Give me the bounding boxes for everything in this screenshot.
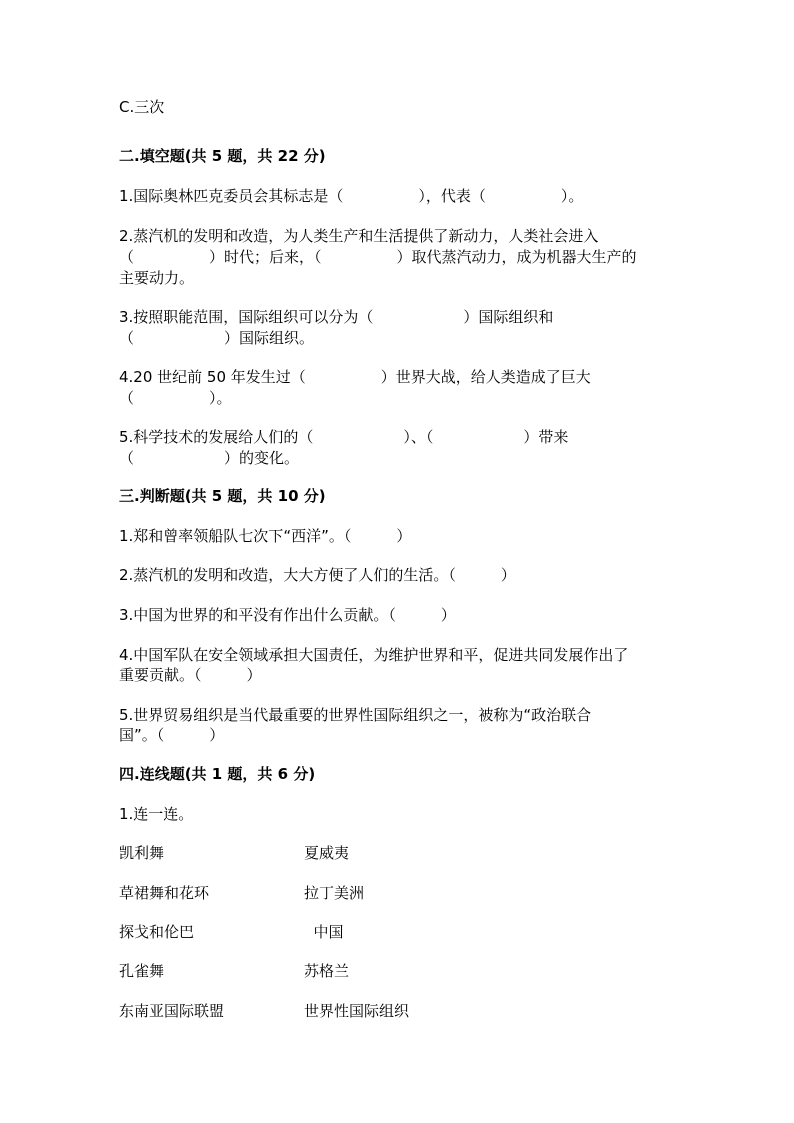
s2-question-2-line-3: 主要动力。 bbox=[119, 269, 195, 287]
match-right-item: 苏格兰 bbox=[304, 962, 350, 980]
match-pair bbox=[119, 922, 679, 942]
s3-question-5-line-2: 国”。（ ） bbox=[119, 726, 225, 744]
match-right-item: 中国 bbox=[304, 923, 344, 941]
match-right-item: 世界性国际组织 bbox=[304, 1002, 410, 1020]
section-4-title: 四.连线题(共 1 题，共 6 分) bbox=[119, 765, 316, 783]
s2-question-3-line-1: 3.按照职能范围，国际组织可以分为（ ）国际组织和 bbox=[119, 308, 554, 326]
match-right-item: 夏威夷 bbox=[304, 844, 350, 862]
s3-question-4-line-2: 重要贡献。（ ） bbox=[119, 666, 262, 684]
section-2-title: 二.填空题(共 5 题，共 22 分) bbox=[119, 147, 326, 165]
match-pair bbox=[119, 843, 679, 863]
s3-question-4-line-1: 4.中国军队在安全领域承担大国责任，为维护世界和平，促进共同发展作出了 bbox=[119, 646, 629, 664]
option-c: C.三次 bbox=[119, 98, 165, 116]
match-left-item: 草裙舞和花环 bbox=[119, 884, 210, 902]
s4-question-1: 1.连一连。 bbox=[119, 805, 194, 823]
s3-question-1: 1.郑和曾率领船队七次下“西洋”。（ ） bbox=[119, 527, 412, 545]
s2-question-4-line-2: （ ）。 bbox=[119, 389, 232, 407]
match-left-item: 凯利舞 bbox=[119, 844, 165, 862]
match-pair bbox=[119, 1001, 679, 1021]
s2-question-2-line-2: （ ）时代；后来，（ ）取代蒸汽动力，成为机器大生产的 bbox=[119, 248, 637, 266]
match-left-item: 探戈和伦巴 bbox=[119, 923, 195, 941]
s3-question-5-line-1: 5.世界贸易组织是当代最重要的世界性国际组织之一，被称为“政治联合 bbox=[119, 706, 592, 724]
s2-question-3-line-2: （ ）国际组织。 bbox=[119, 329, 315, 347]
s2-question-5-line-2: （ ）的变化。 bbox=[119, 449, 300, 467]
s2-question-5-line-1: 5.科学技术的发展给人们的（ ）、（ ）带来 bbox=[119, 428, 569, 446]
section-3-title: 三.判断题(共 5 题，共 10 分) bbox=[119, 487, 326, 505]
match-right-item: 拉丁美洲 bbox=[304, 884, 365, 902]
match-pair bbox=[119, 883, 679, 903]
s2-question-1: 1.国际奥林匹克委员会其标志是（ ），代表（ ）。 bbox=[119, 187, 584, 205]
s2-question-2-line-1: 2.蒸汽机的发明和改造，为人类生产和生活提供了新动力，人类社会进入 bbox=[119, 227, 599, 245]
match-left-item: 孔雀舞 bbox=[119, 962, 165, 980]
s3-question-3: 3.中国为世界的和平没有作出什么贡献。（ ） bbox=[119, 606, 456, 624]
match-pair bbox=[119, 961, 679, 981]
s3-question-2: 2.蒸汽机的发明和改造，大大方便了人们的生活。（ ） bbox=[119, 566, 516, 584]
s2-question-4-line-1: 4.20 世纪前 50 年发生过（ ）世界大战，给人类造成了巨大 bbox=[119, 368, 591, 386]
match-left-item: 东南亚国际联盟 bbox=[119, 1002, 225, 1020]
